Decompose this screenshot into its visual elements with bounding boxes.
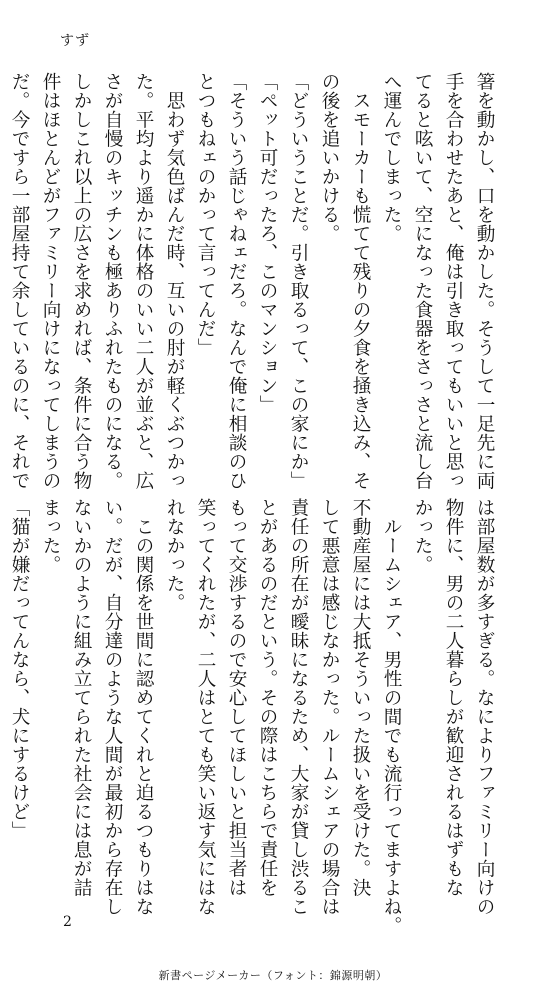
text-line: 件はほとんどがファミリー向けになってしまうの bbox=[40, 72, 61, 490]
text-line: 手を合わせたあと、俺は引き取ってもいいと思っ bbox=[443, 72, 464, 490]
text-line: しかしこれ以上の広さを求めれば、条件に合う物 bbox=[71, 72, 92, 490]
text-line: れなかった。 bbox=[164, 498, 185, 612]
text-line: 思わず気色ばんだ時、互いの肘が軽くぶつかっ bbox=[164, 72, 185, 490]
text-line: もって交渉するので安心してほしいと担当者は bbox=[226, 498, 247, 897]
text-block-upper bbox=[9, 72, 500, 490]
text-line: 責任の所在が曖昧になるため、大家が貸し渋るこ bbox=[288, 498, 309, 916]
text-line: の後を追いかける。 bbox=[319, 72, 340, 243]
text-line: さが自慢のキッチンも極ありふれたものになる。 bbox=[102, 72, 123, 490]
author-header: すず bbox=[60, 33, 91, 49]
text-line: まった。 bbox=[40, 498, 61, 574]
text-line: い。だが、自分達のような人間が最初から存在し bbox=[102, 498, 123, 916]
text-line: へ運んでしまった。 bbox=[381, 72, 402, 243]
text-line: 物件に、男の二人暮らしが歓迎されるはずもな bbox=[443, 498, 464, 897]
text-line: 「そういう話じゃねェだろ。なんで俺に相談のひ bbox=[226, 72, 247, 490]
text-line: てると呟いて、空になった食器をさっさと流し台 bbox=[412, 72, 433, 490]
text-line: た。平均より遥かに体格のいい二人が並ぶと、広 bbox=[133, 72, 154, 490]
text-line: 箸を動かし、口を動かした。そうして一足先に両 bbox=[474, 72, 495, 490]
text-line: とがあるのだという。その際はこちらで責任を bbox=[257, 498, 278, 897]
page-number: 2 bbox=[63, 914, 72, 930]
text-line: 不動産屋には大抵そういった扱いを受けた。決 bbox=[350, 498, 371, 897]
text-line: この関係を世間に認めてくれと迫るつもりはな bbox=[133, 498, 154, 916]
text-line: 「猫が嫌だってんなら、犬にするけど」 bbox=[9, 498, 30, 840]
text-line: 「どういうことだ。引き取るって、この家にか」 bbox=[288, 72, 309, 490]
text-line: 笑ってくれたが、二人はとても笑い返す気にはな bbox=[195, 498, 216, 916]
text-line: ないかのように組み立てられた社会には息が詰 bbox=[71, 498, 92, 897]
text-line: かった。 bbox=[412, 498, 433, 574]
footer-credit: 新書ページメーカー（フォント：錦源明朝） bbox=[158, 969, 388, 982]
text-line: ルームシェア、男性の間でも流行ってますよね。 bbox=[381, 498, 402, 935]
text-line: スモーカーも慌てて残りの夕食を掻き込み、そ bbox=[350, 72, 371, 490]
text-line: 「ペット可だったろ、このマンション」 bbox=[257, 72, 278, 414]
text-line: とつもねェのかって言ってんだ」 bbox=[195, 72, 216, 357]
text-line: だ。今ですら一部屋持て余しているのに、それで bbox=[9, 72, 30, 490]
text-line: は部屋数が多すぎる。なによりファミリー向けの bbox=[474, 498, 495, 916]
text-block-lower bbox=[9, 498, 500, 935]
text-line: して悪意は感じなかった。ルームシェアの場合は bbox=[319, 498, 340, 916]
